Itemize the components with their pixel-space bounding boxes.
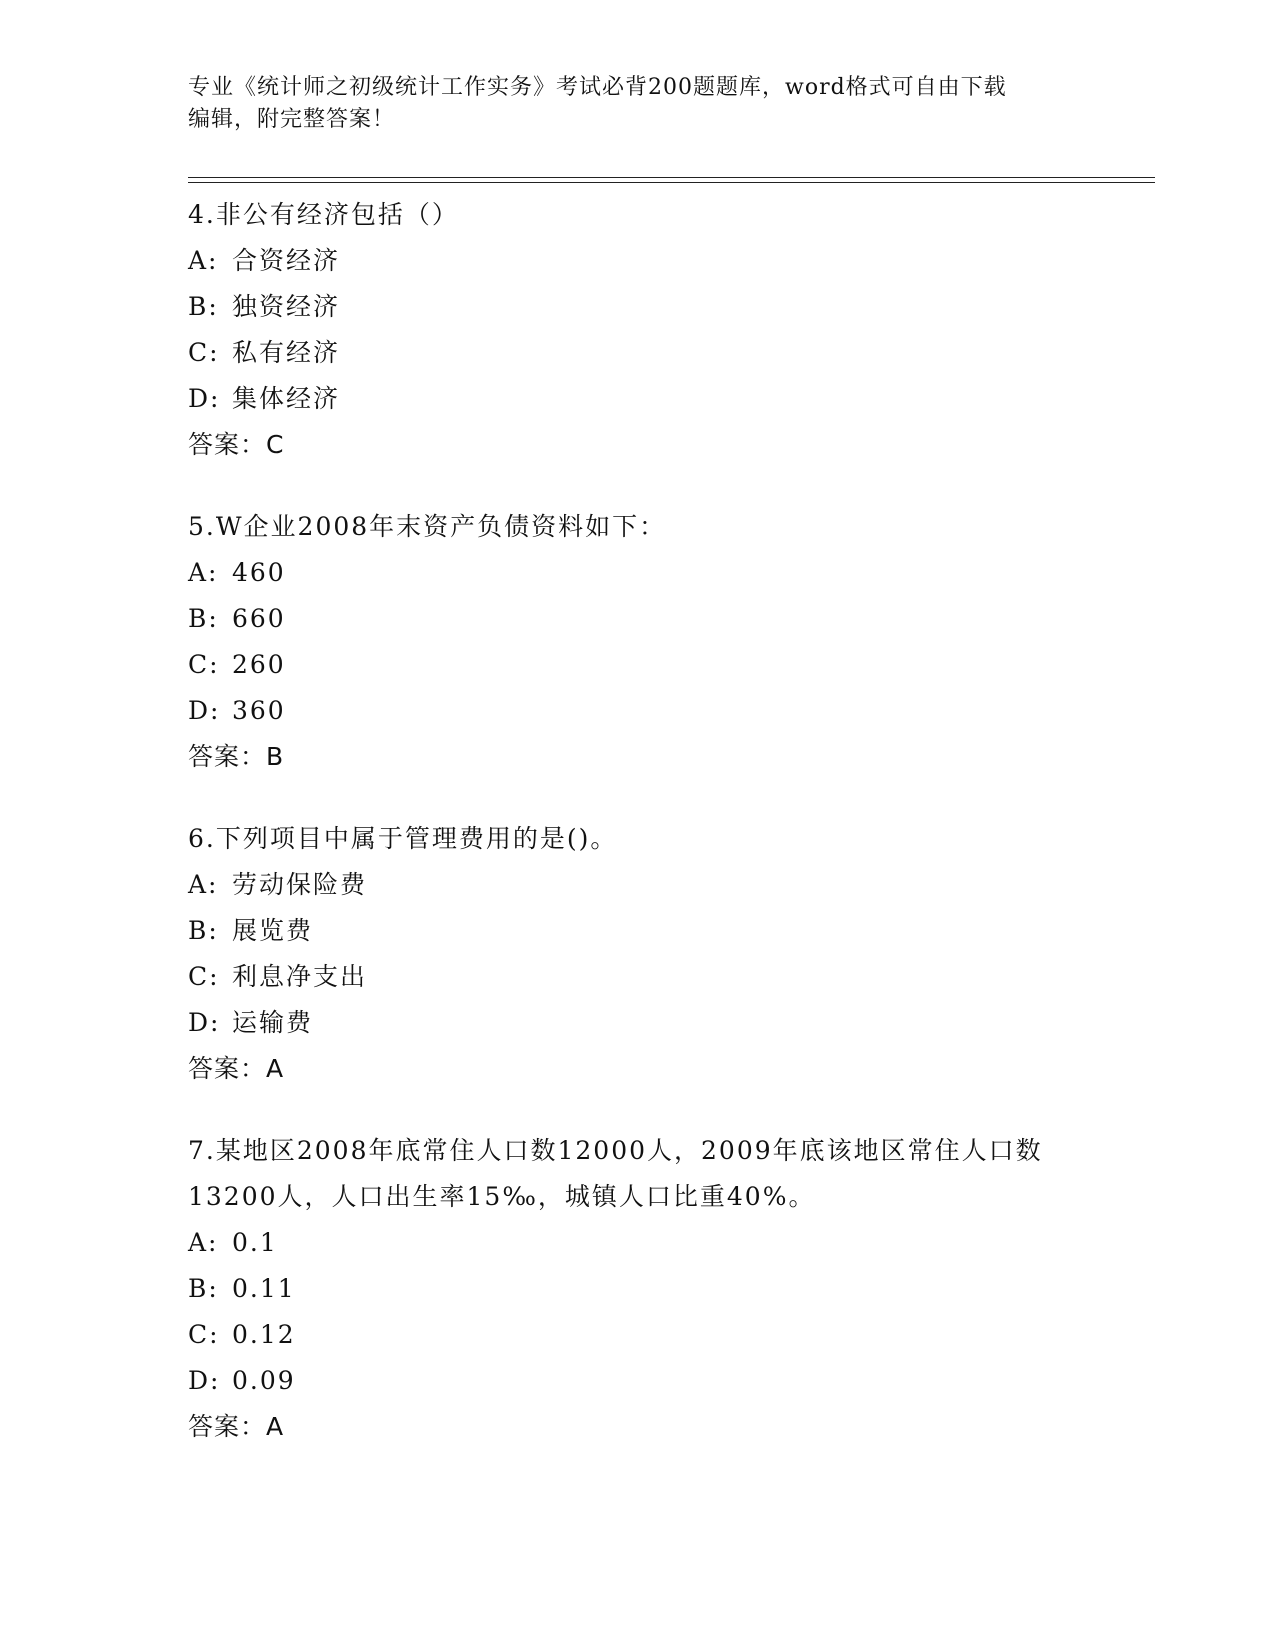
- option-text: 合资经济: [232, 246, 341, 275]
- option-a: [188, 1220, 1088, 1266]
- question-text: 4.非公有经济包括（）: [188, 200, 459, 229]
- header-divider-top: [188, 177, 1155, 178]
- option-text: 460: [232, 558, 286, 587]
- header-line-1: 专业《统计师之初级统计工作实务》考试必背200题题库，word格式可自由下载: [188, 75, 1007, 100]
- option-letter: A:: [188, 1228, 219, 1257]
- option-letter: D:: [188, 1366, 221, 1395]
- option-b: [188, 284, 1088, 330]
- option-text: 0.09: [232, 1366, 296, 1395]
- option-letter: A:: [188, 870, 219, 899]
- answer-line: 答案：A: [188, 1412, 285, 1441]
- question-5: [188, 504, 1088, 780]
- option-text: 0.1: [232, 1228, 278, 1257]
- question-text: 7.某地区2008年底常住人口数12000人，2009年底该地区常住人口数13200人，人口出生率15‰，城镇人口比重40%。: [188, 1136, 1043, 1211]
- document-header: [188, 72, 1088, 136]
- option-text: 运输费: [232, 1008, 314, 1037]
- question-text: 6.下列项目中属于管理费用的是()。: [188, 824, 618, 853]
- option-a: [188, 862, 1088, 908]
- answer-line: 答案：B: [188, 742, 285, 771]
- option-c: [188, 330, 1088, 376]
- option-c: [188, 954, 1088, 1000]
- option-d: [188, 688, 1088, 734]
- option-b: [188, 1266, 1088, 1312]
- option-text: 利息净支出: [232, 962, 368, 991]
- option-a: [188, 550, 1088, 596]
- option-b: [188, 908, 1088, 954]
- option-text: 0.12: [232, 1320, 296, 1349]
- option-text: 独资经济: [232, 292, 341, 321]
- option-letter: D:: [188, 384, 221, 413]
- option-a: [188, 238, 1088, 284]
- option-text: 360: [232, 696, 286, 725]
- option-text: 劳动保险费: [232, 870, 368, 899]
- option-d: [188, 376, 1088, 422]
- header-line-2: 编辑，附完整答案！: [188, 107, 396, 132]
- question-list: [188, 192, 1088, 1486]
- option-letter: B:: [188, 916, 219, 945]
- option-letter: D:: [188, 1008, 221, 1037]
- option-letter: C:: [188, 650, 220, 679]
- option-text: 0.11: [232, 1274, 296, 1303]
- option-text: 260: [232, 650, 286, 679]
- option-letter: C:: [188, 962, 220, 991]
- question-4: [188, 192, 1088, 468]
- option-letter: A:: [188, 558, 219, 587]
- option-text: 私有经济: [232, 338, 341, 367]
- option-text: 集体经济: [232, 384, 341, 413]
- question-text: 5.W企业2008年末资产负债资料如下：: [188, 512, 667, 541]
- option-d: [188, 1358, 1088, 1404]
- header-divider-bottom: [188, 182, 1155, 183]
- question-7: [188, 1128, 1088, 1450]
- option-letter: C:: [188, 1320, 220, 1349]
- option-text: 展览费: [232, 916, 314, 945]
- option-c: [188, 642, 1088, 688]
- option-d: [188, 1000, 1088, 1046]
- option-b: [188, 596, 1088, 642]
- option-c: [188, 1312, 1088, 1358]
- option-letter: D:: [188, 696, 221, 725]
- question-6: [188, 816, 1088, 1092]
- answer-line: 答案：C: [188, 430, 285, 459]
- option-letter: B:: [188, 1274, 219, 1303]
- option-letter: C:: [188, 338, 220, 367]
- answer-line: 答案：A: [188, 1054, 285, 1083]
- option-text: 660: [232, 604, 286, 633]
- option-letter: B:: [188, 292, 219, 321]
- option-letter: A:: [188, 246, 219, 275]
- option-letter: B:: [188, 604, 219, 633]
